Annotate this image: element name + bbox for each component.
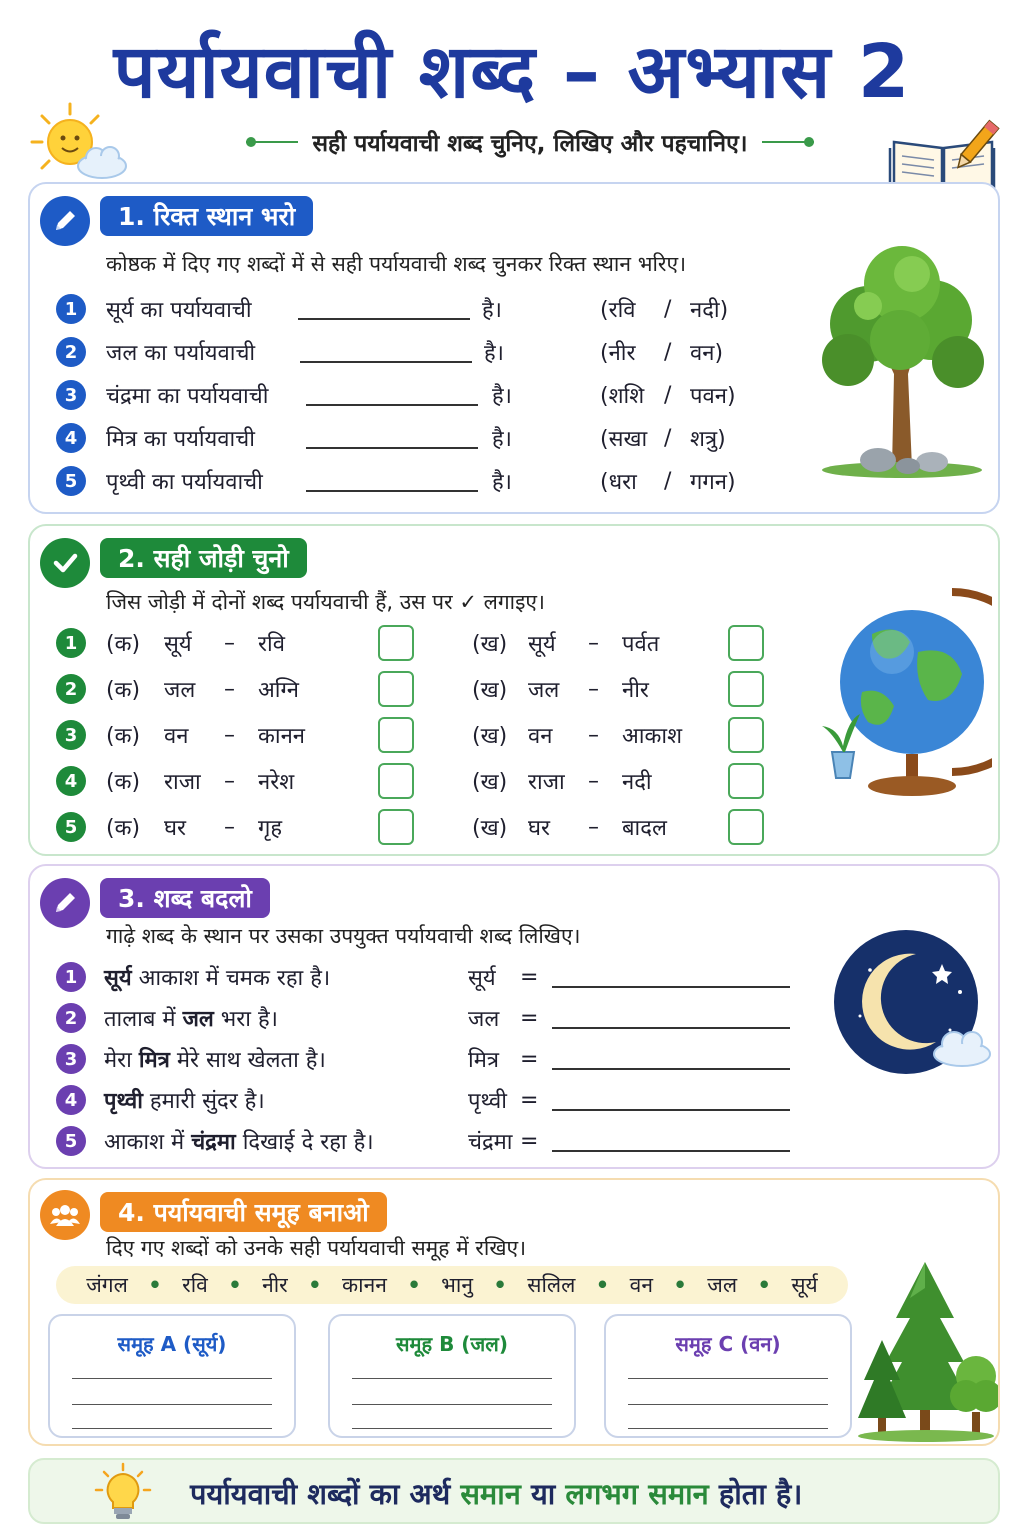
footer-highlight-1: समान: [460, 1477, 521, 1511]
option-a-label: (क): [106, 770, 141, 795]
sentence-pre: तालाब में: [104, 1007, 183, 1032]
option-b-label: (ख): [472, 816, 508, 841]
sentence-pre: आकाश में: [104, 1130, 192, 1155]
item-number: 5: [56, 1126, 86, 1156]
checkbox-b[interactable]: [728, 809, 764, 845]
item-text: जल का पर्यायवाची: [106, 341, 256, 366]
section-synonym-groups: [28, 1178, 1000, 1446]
section1-heading: 1. रिक्त स्थान भरो: [100, 196, 313, 236]
sentence: [104, 1085, 468, 1115]
list-item: [56, 1001, 790, 1035]
item-number: 3: [56, 1044, 86, 1074]
list-item: [56, 764, 764, 798]
bold-word: पृथ्वी: [104, 1089, 143, 1114]
equals-sign: =: [520, 1046, 539, 1072]
option-separator: /: [664, 296, 672, 322]
section4-instruction: दिए गए शब्दों को उनके सही पर्यायवाची समूह में रखिए।: [106, 1236, 527, 1260]
group-c-title: समूह C (वन): [675, 1332, 781, 1356]
checkbox-b[interactable]: [728, 671, 764, 707]
subtitle: सही पर्यायवाची शब्द चुनिए, लिखिए और पहचानिए।: [312, 131, 748, 157]
item-number: 4: [56, 1085, 86, 1115]
bullet: •: [407, 1273, 421, 1297]
checkbox-a[interactable]: [378, 809, 414, 845]
item-number: 1: [56, 294, 86, 324]
option-b-word2: नीर: [622, 678, 649, 703]
word-chip: वन: [629, 1273, 653, 1297]
target-word: मित्र: [468, 1048, 499, 1073]
target-word: पृथ्वी: [468, 1089, 507, 1114]
option-b-word1: घर: [528, 816, 551, 841]
dash: –: [588, 722, 599, 748]
option-2: शत्रु): [690, 427, 726, 452]
item-number: 2: [56, 337, 86, 367]
word-chip: कानन: [342, 1273, 387, 1297]
group-b-title: समूह B (जल): [396, 1332, 508, 1356]
item-number: 2: [56, 674, 86, 704]
answer-line[interactable]: [72, 1428, 272, 1429]
option-a-word1: वन: [164, 724, 189, 749]
section3-instruction: गाढ़े शब्द के स्थान पर उसका उपयुक्त पर्यायवाची शब्द लिखिए।: [106, 924, 581, 948]
option-a-word1: जल: [164, 678, 196, 703]
option-a-label: (क): [106, 816, 141, 841]
option-a-word2: अग्नि: [258, 678, 299, 703]
list-item: [56, 810, 764, 844]
footer-note: [28, 1458, 1000, 1524]
lightbulb-icon: [92, 1462, 154, 1522]
subtitle-row: [190, 122, 870, 162]
divider-left: [246, 141, 298, 143]
answer-line[interactable]: [72, 1404, 272, 1405]
item-number: 5: [56, 812, 86, 842]
item-number: 1: [56, 962, 86, 992]
word-chip: जल: [707, 1273, 738, 1297]
word-chip: सूर्य: [791, 1273, 818, 1297]
tree-illustration: [808, 244, 994, 480]
option-a-label: (क): [106, 678, 141, 703]
sentence-post: दिखाई दे रहा है।: [235, 1130, 374, 1155]
list-item: [56, 1042, 790, 1076]
answer-blank[interactable]: [300, 341, 472, 363]
option-separator: /: [664, 468, 672, 494]
answer-line[interactable]: [628, 1428, 828, 1429]
section-choose-pair: [28, 524, 1000, 856]
sentence: [104, 1126, 468, 1156]
checkbox-a[interactable]: [378, 763, 414, 799]
option-b-word1: राजा: [528, 770, 565, 795]
option-a-word2: नरेश: [258, 770, 295, 795]
option-b-word1: सूर्य: [528, 632, 556, 657]
option-1: (सखा: [600, 427, 648, 452]
sentence: [104, 1003, 468, 1033]
option-a-word1: राजा: [164, 770, 201, 795]
bold-word: सूर्य: [104, 966, 132, 991]
bullet: •: [595, 1273, 610, 1297]
option-separator: /: [664, 425, 672, 451]
list-item: [56, 335, 723, 369]
dash: –: [224, 630, 235, 656]
option-separator: /: [664, 382, 672, 408]
option-separator: /: [664, 339, 672, 365]
option-a-word2: गृह: [258, 816, 283, 841]
option-b-word1: जल: [528, 678, 560, 703]
section2-instruction: जिस जोड़ी में दोनों शब्द पर्यायवाची हैं, उस पर ✓ लगाइए।: [106, 590, 545, 614]
bullet: •: [757, 1273, 771, 1297]
divider-right: [762, 141, 814, 143]
option-2: गगन): [690, 470, 736, 495]
item-end: है।: [492, 470, 513, 495]
item-number: 3: [56, 720, 86, 750]
equals-sign: =: [520, 1005, 539, 1031]
option-b-word2: बादल: [622, 816, 667, 841]
target-word: जल: [468, 1007, 500, 1032]
bullet: •: [673, 1273, 687, 1297]
option-b-word2: पर्वत: [622, 632, 660, 657]
word-chip: जंगल: [86, 1273, 128, 1297]
target-word: सूर्य: [468, 966, 496, 991]
option-2: पवन): [690, 384, 736, 409]
option-2: नदी): [690, 298, 729, 323]
item-number: 1: [56, 628, 86, 658]
checkbox-b[interactable]: [728, 625, 764, 661]
item-end: है।: [482, 298, 503, 323]
sentence-post: हमारी सुंदर है।: [142, 1089, 265, 1114]
sentence: [104, 1044, 468, 1074]
option-a-label: (क): [106, 724, 141, 749]
section1-instruction: कोष्ठक में दिए गए शब्दों में से सही पर्यायवाची शब्द चुनकर रिक्त स्थान भरिए।: [106, 252, 687, 276]
item-end: है।: [484, 341, 505, 366]
answer-blank[interactable]: [306, 427, 478, 449]
list-item: [56, 672, 764, 706]
item-text: चंद्रमा का पर्यायवाची: [106, 384, 269, 409]
list-item: [56, 464, 736, 498]
section4-heading: 4. पर्यायवाची समूह बनाओ: [100, 1192, 387, 1232]
sun-cloud-illustration: [30, 100, 130, 184]
page-title: पर्यायवाची शब्द – अभ्यास 2: [113, 29, 911, 115]
group-a-title: समूह A (सूर्य): [117, 1332, 227, 1356]
pencil-icon: [40, 196, 90, 246]
dash: –: [224, 768, 235, 794]
checkbox-a[interactable]: [378, 625, 414, 661]
pencil-icon: [40, 878, 90, 928]
group-a-box[interactable]: [48, 1314, 296, 1438]
group-icon: [40, 1190, 90, 1240]
answer-blank[interactable]: [552, 966, 790, 988]
list-item: [56, 626, 764, 660]
section2-heading: 2. सही जोड़ी चुनो: [100, 538, 307, 578]
option-a-word2: कानन: [258, 724, 306, 749]
group-c-box[interactable]: [604, 1314, 852, 1438]
answer-blank[interactable]: [298, 298, 470, 320]
pine-trees-illustration: [856, 1258, 998, 1442]
option-a-label: (क): [106, 632, 141, 657]
equals-sign: =: [520, 1087, 539, 1113]
list-item: [56, 960, 790, 994]
bold-word: मित्र: [138, 1048, 170, 1073]
answer-blank[interactable]: [552, 1089, 790, 1111]
dash: –: [588, 630, 599, 656]
option-2: वन): [690, 341, 724, 366]
checkbox-a[interactable]: [378, 671, 414, 707]
word-chip: सलिल: [527, 1273, 576, 1297]
option-1: (शशि: [600, 384, 645, 409]
item-number: 5: [56, 466, 86, 496]
checkbox-a[interactable]: [378, 717, 414, 753]
dash: –: [224, 814, 235, 840]
bullet: •: [493, 1273, 507, 1297]
answer-line[interactable]: [352, 1404, 552, 1405]
option-b-word2: आकाश: [622, 724, 683, 749]
item-end: है।: [492, 384, 513, 409]
footer-text-part2: या: [520, 1477, 566, 1511]
sentence-post: आकाश में चमक रहा है।: [131, 966, 331, 991]
section-replace-word: [28, 864, 1000, 1169]
sentence-post: भरा है।: [213, 1007, 278, 1032]
bold-word: चंद्रमा: [191, 1130, 236, 1155]
sentence: [104, 962, 468, 992]
moon-cloud-illustration: [830, 930, 994, 1076]
item-text: सूर्य का पर्यायवाची: [106, 298, 252, 323]
item-number: 3: [56, 380, 86, 410]
footer-text-part1: पर्यायवाची शब्दों का अर्थ: [190, 1477, 461, 1511]
answer-blank[interactable]: [306, 470, 478, 492]
answer-line[interactable]: [628, 1378, 828, 1379]
item-text: पृथ्वी का पर्यायवाची: [106, 470, 263, 495]
footer-highlight-2: लगभग समान: [565, 1477, 709, 1511]
item-end: है।: [492, 427, 513, 452]
answer-blank[interactable]: [552, 1007, 790, 1029]
option-a-word2: रवि: [258, 632, 285, 657]
dash: –: [224, 676, 235, 702]
answer-blank[interactable]: [552, 1130, 790, 1152]
footer-text-part3: होता है।: [708, 1477, 803, 1511]
answer-blank[interactable]: [306, 384, 478, 406]
answer-line[interactable]: [352, 1428, 552, 1429]
dash: –: [588, 768, 599, 794]
option-1: (धरा: [600, 470, 637, 495]
section3-heading: 3. शब्द बदलो: [100, 878, 270, 918]
list-item: [56, 1124, 790, 1158]
option-b-label: (ख): [472, 770, 508, 795]
option-b-word2: नदी: [622, 770, 652, 795]
bold-word: जल: [182, 1007, 214, 1032]
check-icon: [40, 538, 90, 588]
list-item: [56, 1083, 790, 1117]
item-number: 4: [56, 423, 86, 453]
word-chip: नीर: [262, 1273, 288, 1297]
equals-sign: =: [520, 964, 539, 990]
bullet: •: [308, 1273, 322, 1297]
dash: –: [588, 676, 599, 702]
sentence-pre: मेरा: [104, 1048, 139, 1073]
word-chip: रवि: [182, 1273, 208, 1297]
checkbox-b[interactable]: [728, 717, 764, 753]
list-item: [56, 421, 726, 455]
option-b-label: (ख): [472, 678, 508, 703]
answer-line[interactable]: [72, 1378, 272, 1379]
option-a-word1: घर: [164, 816, 187, 841]
footer-text: [190, 1474, 802, 1513]
target-word: चंद्रमा: [468, 1130, 513, 1155]
dash: –: [224, 722, 235, 748]
option-1: (नीर: [600, 341, 636, 366]
sentence-post: मेरे साथ खेलता है।: [169, 1048, 326, 1073]
option-a-word1: सूर्य: [164, 632, 192, 657]
list-item: [56, 718, 764, 752]
item-number: 2: [56, 1003, 86, 1033]
dash: –: [588, 814, 599, 840]
option-b-label: (ख): [472, 632, 508, 657]
list-item: [56, 292, 728, 326]
list-item: [56, 378, 736, 412]
word-chip: भानु: [441, 1273, 474, 1297]
section-fill-blanks: [28, 182, 1000, 514]
checkbox-b[interactable]: [728, 763, 764, 799]
item-number: 4: [56, 766, 86, 796]
item-text: मित्र का पर्यायवाची: [106, 427, 255, 452]
bullet: •: [148, 1273, 162, 1297]
globe-plant-illustration: [802, 582, 992, 810]
group-b-box[interactable]: [328, 1314, 576, 1438]
option-b-label: (ख): [472, 724, 508, 749]
option-1: (रवि: [600, 298, 636, 323]
bullet: •: [228, 1273, 242, 1297]
equals-sign: =: [520, 1128, 539, 1154]
answer-blank[interactable]: [552, 1048, 790, 1070]
word-bank: [56, 1266, 848, 1304]
option-b-word1: वन: [528, 724, 553, 749]
answer-line[interactable]: [628, 1404, 828, 1405]
answer-line[interactable]: [352, 1378, 552, 1379]
